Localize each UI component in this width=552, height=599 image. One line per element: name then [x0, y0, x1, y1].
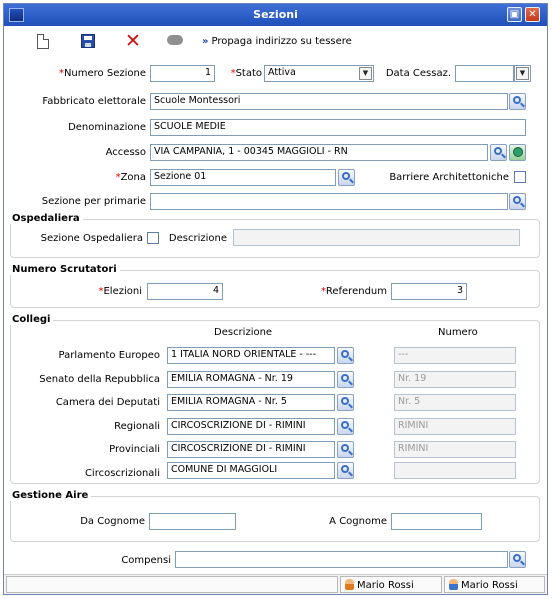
- new-document-icon[interactable]: [37, 34, 49, 49]
- accesso-search-button[interactable]: [490, 144, 507, 161]
- double-chevron-icon: »: [202, 36, 209, 47]
- stato-value: Attiva: [268, 67, 296, 78]
- chevron-down-icon: ▼: [516, 67, 529, 80]
- barriere-checkbox[interactable]: [514, 171, 526, 183]
- propaga-button[interactable]: [202, 36, 352, 47]
- collegio-descrizione-input[interactable]: CIRCOSCRIZIONE DI - RIMINI: [167, 441, 335, 458]
- data-cessaz-label: Data Cessaz.: [385, 68, 451, 79]
- fabbricato-input[interactable]: Scuole Montessori: [150, 93, 508, 110]
- sezione-ospedaliera-checkbox[interactable]: [147, 232, 159, 244]
- collegio-search-button[interactable]: [337, 371, 354, 388]
- collegi-title: Collegi: [9, 314, 53, 325]
- sezione-primarie-search-button[interactable]: [509, 193, 526, 210]
- sezione-primarie-label: Sezione per primarie: [41, 196, 146, 207]
- zona-input[interactable]: Sezione 01: [150, 169, 336, 186]
- data-cessaz-dropdown[interactable]: [514, 65, 531, 82]
- collegio-label: Circoscrizionali: [84, 468, 160, 479]
- save-icon[interactable]: [81, 34, 95, 48]
- numero-column-header: Numero: [438, 327, 478, 338]
- propaga-label: Propaga indirizzo su tessere: [211, 36, 352, 47]
- stato-select[interactable]: [264, 65, 374, 82]
- denominazione-label: Denominazione: [68, 122, 146, 133]
- status-message: [6, 576, 338, 593]
- compensi-search-button[interactable]: [509, 551, 526, 568]
- collegio-label: Camera dei Deputati: [55, 397, 160, 408]
- aire-title: Gestione Aire: [9, 490, 91, 501]
- fabbricato-label: Fabbricato elettorale: [42, 96, 146, 107]
- accesso-map-button[interactable]: [509, 144, 526, 161]
- a-cognome-input[interactable]: [391, 513, 482, 530]
- descrizione-label: Descrizione: [168, 233, 227, 244]
- numero-sezione-input[interactable]: 1: [150, 65, 215, 82]
- status-user-1: Mario Rossi: [340, 576, 442, 593]
- accesso-label: Accesso: [105, 147, 146, 158]
- collegio-label: Provinciali: [109, 444, 160, 455]
- user-icon: [345, 579, 354, 590]
- collegio-descrizione-input[interactable]: COMUNE DI MAGGIOLI: [167, 462, 335, 479]
- referendum-label: *Referendum: [320, 286, 387, 297]
- globe-icon: [513, 147, 523, 157]
- da-cognome-label: Da Cognome: [80, 516, 145, 527]
- collegio-search-button[interactable]: [337, 441, 354, 458]
- sezione-ospedaliera-label: Sezione Ospedaliera: [40, 233, 143, 244]
- data-cessaz-input[interactable]: [455, 65, 514, 82]
- collegio-label: Senato della Repubblica: [39, 374, 160, 385]
- barriere-label: Barriere Architettoniche: [389, 172, 509, 183]
- accesso-input[interactable]: VIA CAMPANIA, 1 - 00345 MAGGIOLI - RN: [150, 144, 488, 161]
- collegio-numero-input[interactable]: Nr. 19: [394, 371, 516, 388]
- chevron-down-icon[interactable]: ▼: [359, 67, 372, 80]
- collegio-descrizione-input[interactable]: CIRCOSCRIZIONE DI - RIMINI: [167, 418, 335, 435]
- zona-search-button[interactable]: [338, 169, 355, 186]
- collegio-numero-input[interactable]: ---: [394, 347, 516, 364]
- collegio-search-button[interactable]: [337, 418, 354, 435]
- restore-button[interactable]: ▣: [507, 7, 522, 22]
- compensi-input[interactable]: [175, 551, 508, 568]
- collegio-descrizione-input[interactable]: EMILIA ROMAGNA - Nr. 19: [167, 371, 335, 388]
- ospedaliera-descrizione-input[interactable]: [233, 229, 520, 246]
- fabbricato-search-button[interactable]: [509, 93, 526, 110]
- compensi-label: Compensi: [121, 555, 171, 566]
- da-cognome-input[interactable]: [149, 513, 236, 530]
- sezioni-window: [3, 3, 548, 595]
- collegio-label: Parlamento Europeo: [58, 350, 160, 361]
- descrizione-column-header: Descrizione: [214, 327, 273, 338]
- ospedaliera-title: Ospedaliera: [9, 213, 83, 224]
- status-bar: [4, 574, 547, 594]
- close-button[interactable]: ✕: [525, 7, 540, 22]
- user-icon: [449, 579, 458, 590]
- collegio-descrizione-input[interactable]: EMILIA ROMAGNA - Nr. 5: [167, 394, 335, 411]
- collegio-search-button[interactable]: [337, 462, 354, 479]
- collegio-numero-input[interactable]: RIMINI: [394, 441, 516, 458]
- title-bar: [4, 4, 547, 26]
- referendum-input[interactable]: 3: [391, 283, 467, 300]
- scrutatori-title: Numero Scrutatori: [9, 264, 120, 275]
- toolbar: [4, 27, 547, 57]
- status-user-2: Mario Rossi: [444, 576, 545, 593]
- stato-label: *Stato: [230, 68, 262, 79]
- zona-label: *Zona: [115, 172, 146, 183]
- collegio-label: Regionali: [114, 421, 160, 432]
- handshake-icon[interactable]: [167, 35, 183, 45]
- collegio-numero-input[interactable]: Nr. 5: [394, 394, 516, 411]
- collegio-search-button[interactable]: [337, 347, 354, 364]
- collegio-numero-input[interactable]: [394, 462, 516, 479]
- window-title: Sezioni: [253, 8, 298, 21]
- elezioni-label: *Elezioni: [98, 286, 142, 297]
- collegio-descrizione-input[interactable]: 1 ITALIA NORD ORIENTALE - ---: [167, 347, 335, 364]
- denominazione-input[interactable]: SCUOLE MEDIE: [150, 119, 526, 136]
- sezione-primarie-input[interactable]: [150, 193, 508, 210]
- numero-sezione-label: *Numero Sezione: [58, 68, 146, 79]
- a-cognome-label: A Cognome: [329, 516, 387, 527]
- elezioni-input[interactable]: 4: [147, 283, 223, 300]
- collegio-search-button[interactable]: [337, 394, 354, 411]
- collegio-numero-input[interactable]: RIMINI: [394, 418, 516, 435]
- delete-icon[interactable]: ✕: [125, 30, 141, 52]
